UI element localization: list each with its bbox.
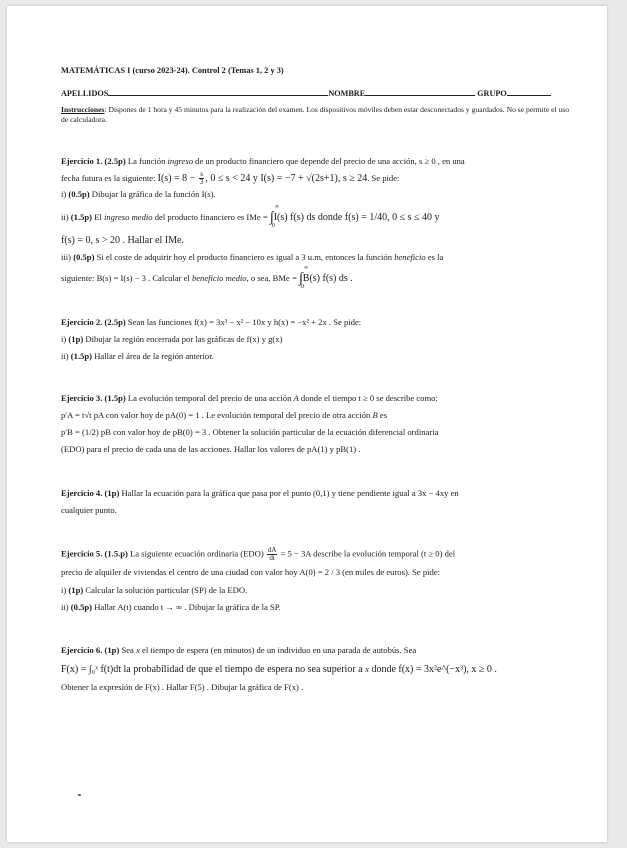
ex1-iii-text-italic: beneficio — [394, 251, 426, 262]
ex4-text: Hallar la ecuación para la gráfica que pasa por el punto (0,1) y tiene pendiente igual a 3x − 4xy en — [119, 487, 459, 498]
ex1-text: de un producto financiero que depende del precio de una acción, s ≥ 0 , en una — [193, 156, 465, 167]
exam-title: MATEMÁTICAS I (curso 2023-24). Control 2 (Temas 1, 2 y 3) — [61, 66, 284, 75]
ex1-iii-label: iii) — [61, 251, 74, 262]
ex5-fraction-den: dt — [269, 554, 275, 563]
exercise-1 — [61, 155, 571, 289]
ex2-text: Sean las funciones f(x) = 3x³ − x² − 10x y h(x) = −x² + 2x . Se pide: — [125, 316, 362, 327]
integral-upper-limit: ∞ — [274, 204, 280, 211]
ex1-iii-text: siguiente: B(s) = I(s) − 3 . Calcular el — [61, 272, 192, 283]
ex1-label: Ejercicio 1. (2.5p) — [61, 156, 126, 167]
apellidos-label: APELLIDOS — [61, 89, 109, 99]
ex6-text-italic: x — [136, 645, 140, 656]
ex3-text: donde el tiempo t ≥ 0 se describe como: — [298, 392, 438, 403]
exercise-5 — [61, 547, 571, 614]
ex1-ii-text: del producto financiero es IMe = — [152, 212, 270, 223]
ex5-i-label: i) — [61, 584, 69, 595]
nombre-line — [365, 88, 475, 96]
ex1-i-points: (0.5p) — [68, 189, 90, 200]
ex5-i-text: Calcular la solución particular (SP) de la EDO. — [83, 584, 248, 595]
ex5-fraction — [267, 547, 278, 562]
ex1-ii-text-italic: ingreso medio — [103, 212, 153, 223]
ex5-fraction-num: dA — [267, 546, 277, 555]
instructions-text: : Dispones de 1 hora y 45 minutos para la realización del examen. Los dispositivos móviles deben estar desconectados y guardados. No se permite el uso de calculadora. — [61, 104, 570, 124]
ex3-text: p′B = (1/2) pB con valor hoy de pB(0) = 3 . Obtener la solución particular de la ecuación diferencial ordinaria — [61, 427, 439, 438]
ex1-fraction — [199, 171, 205, 186]
ex1-i-label: i) — [61, 189, 69, 200]
ex6-text: Sea — [119, 645, 137, 656]
ex1-ii-points: (1.5p) — [70, 212, 93, 223]
ex6-formula: F(x) = ∫₀ˣ f(t)dt la probabilidad de que el tiempo de espera no sea superior a — [61, 663, 366, 675]
ex1-text-italic: ingreso — [167, 156, 193, 167]
ex1-text: fecha futura es la siguiente: — [61, 172, 158, 183]
integral-lower-limit: 0 — [271, 223, 275, 230]
ex3-text: es — [377, 409, 388, 420]
apellidos-line — [108, 88, 328, 96]
ex5-ii-points: (0.5p) — [70, 602, 93, 612]
ex1-text: La función — [125, 156, 168, 167]
instructions — [61, 105, 571, 126]
ex1-formula: , 0 ≤ s < 24 y I(s) = −7 + √(2s+1), s ≥ 24 — [205, 172, 368, 184]
exam-paper — [7, 6, 607, 842]
integral-lower-limit: 0 — [300, 283, 304, 290]
exercise-6 — [61, 644, 571, 694]
ex6-label: Ejercicio 6. (1p) — [61, 645, 120, 656]
ex6-formula: donde f(x) = 3x²e^(−x³), x ≥ 0 . — [368, 663, 497, 675]
ex1-iii-integral: ∫ ∞ 0 — [299, 271, 303, 286]
exercise-2 — [61, 316, 571, 364]
ex1-iii-text: es la — [425, 251, 444, 262]
ex2-label: Ejercicio 2. (2.5p) — [61, 316, 126, 327]
ex4-label: Ejercicio 4. (1p) — [61, 487, 120, 498]
ex2-i-points: (1p) — [68, 333, 84, 344]
grupo-line — [507, 88, 551, 96]
grupo-label: GRUPO — [477, 89, 507, 99]
ex3-label: Ejercicio 3. (1.5p) — [61, 392, 126, 403]
ex1-fraction-num: s — [200, 170, 203, 179]
ex1-iii-formula: B(s) f(s) ds . — [302, 272, 353, 284]
ex6-text: el tiempo de espera (en minutos) de un individuo en una parada de autobús. Sea — [139, 645, 417, 656]
ex6-text-italic: x — [365, 663, 369, 674]
instructions-label: Instrucciones — [61, 104, 105, 114]
student-fields-row — [61, 88, 571, 101]
ex1-ii-label: ii) — [61, 212, 71, 223]
ex1-iii-text-italic: beneficio medio — [191, 272, 247, 283]
ex5-ii-text: Hallar A(t) cuando t → ∞ . Dibujar la gráfica de la SP. — [92, 602, 281, 612]
ex2-ii-text: Hallar el área de la región anterior. — [92, 351, 214, 362]
integral-upper-limit: ∞ — [303, 264, 309, 271]
ex5-text: La siguiente ecuación ordinaria (EDO) — [127, 548, 266, 559]
ex2-i-label: i) — [61, 333, 69, 344]
exercise-3 — [61, 392, 571, 457]
ex6-text: Obtener la expresión de F(x) . Hallar F(5) . Dibujar la gráfica de F(x) . — [61, 682, 304, 693]
ex5-text: precio de alquiler de viviendas el centro de una ciudad con valor hoy A(0) = 2 / 3 (en miles de euros). Se pide: — [61, 567, 441, 578]
ex2-i-text: Dibujar la región encerrada por las gráficas de f(x) y g(x) — [83, 333, 283, 344]
ex4-text: cualquier punto. — [61, 505, 117, 516]
exam-content — [61, 64, 571, 716]
ex1-iii-text: , o sea, BMe = — [246, 272, 299, 283]
ex1-ii-formula: f(s) = 0, s > 20 . Hallar el IMe. — [61, 235, 184, 247]
ex3-text: p′A = t√t pA con valor hoy de pA(0) = 1 . Le evolución temporal del precio de otra acción — [61, 409, 373, 420]
ex1-text: . Se pide: — [367, 172, 400, 183]
ex2-ii-points: (1.5p) — [70, 351, 93, 362]
ex1-i-text: Dibujar la gráfica de la función I(s). — [89, 189, 216, 200]
ex1-ii-text: El — [92, 212, 104, 223]
ex5-i-points: (1p) — [68, 584, 84, 595]
ex5-ii-label: ii) — [61, 602, 71, 612]
ex1-iii-text: Si el coste de adquirir hoy el producto financiero es igual a 3 u.m, entonces la función — [94, 251, 395, 262]
ex1-iii-points: (0.5p) — [73, 251, 95, 262]
ex1-ii-integral: ∫ ∞ 0 — [270, 210, 274, 225]
ex1-fraction-den: 3 — [199, 178, 204, 187]
nombre-label: NOMBRE — [328, 89, 366, 99]
ex1-formula: I(s) = 8 − — [157, 172, 198, 184]
pen-mark — [78, 794, 81, 796]
ex1-ii-formula: I(s) f(s) ds donde f(s) = 1/40, 0 ≤ s ≤ 40 y — [273, 212, 440, 224]
ex5-text: = 5 − 3A describe la evolución temporal (t ≥ 0) del — [278, 548, 456, 559]
ex3-text: (EDO) para el precio de cada una de las acciones. Hallar los valores de pA(1) y pB(1) . — [61, 444, 361, 455]
ex2-ii-label: ii) — [61, 351, 71, 362]
exercise-4 — [61, 487, 571, 518]
ex5-label: Ejercicio 5. (1.5.p) — [61, 548, 128, 559]
ex3-text: La evolución temporal del precio de una acción — [125, 392, 294, 403]
ex3-text-italic: B — [372, 409, 378, 420]
ex3-text-italic: A — [293, 392, 299, 403]
